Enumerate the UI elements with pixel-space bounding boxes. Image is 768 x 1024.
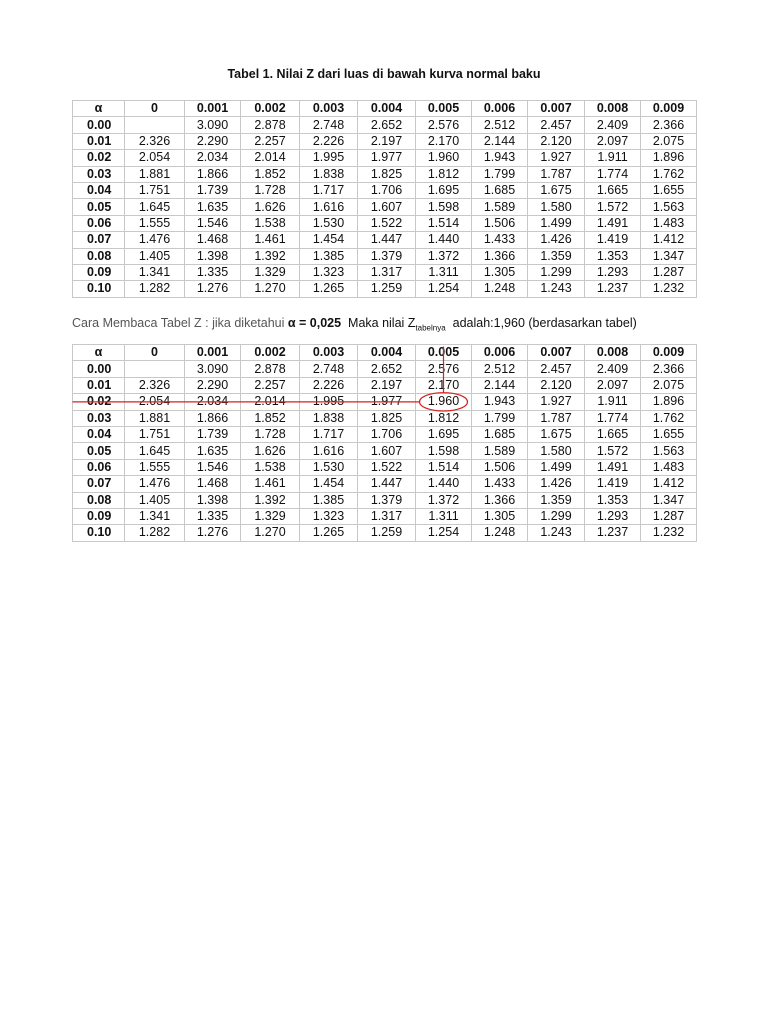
z-value-cell: 1.717 xyxy=(300,426,358,442)
z-value-cell: 1.476 xyxy=(125,232,185,248)
row-label: 0.02 xyxy=(73,394,125,410)
z-value-cell: 1.774 xyxy=(585,410,641,426)
z-value-cell: 1.243 xyxy=(528,525,585,541)
z-value-cell: 1.852 xyxy=(241,166,300,182)
z-value-cell: 1.546 xyxy=(185,459,241,475)
z-value-cell: 2.075 xyxy=(641,377,697,393)
z-value-cell: 1.572 xyxy=(585,443,641,459)
header-col: 0 xyxy=(125,345,185,361)
reading-instruction xyxy=(72,316,762,333)
table-row xyxy=(73,281,697,297)
z-value-cell: 1.739 xyxy=(185,182,241,198)
z-value-cell: 1.405 xyxy=(125,248,185,264)
table-row xyxy=(73,248,697,264)
z-value-cell: 1.635 xyxy=(185,199,241,215)
z-value-cell: 1.317 xyxy=(358,508,416,524)
z-value-cell: 1.353 xyxy=(585,248,641,264)
z-value-cell: 1.762 xyxy=(641,410,697,426)
z-value-cell: 2.512 xyxy=(472,117,528,133)
z-value-cell: 1.960 xyxy=(416,150,472,166)
z-value-cell: 2.326 xyxy=(125,133,185,149)
z-value-cell: 1.675 xyxy=(528,182,585,198)
z-value-cell: 1.372 xyxy=(416,248,472,264)
z-value-cell: 1.392 xyxy=(241,492,300,508)
row-label: 0.02 xyxy=(73,150,125,166)
z-value-cell: 1.270 xyxy=(241,525,300,541)
z-value-cell: 1.825 xyxy=(358,166,416,182)
z-value-cell: 2.457 xyxy=(528,361,585,377)
header-col: 0.003 xyxy=(300,345,358,361)
row-label: 0.10 xyxy=(73,525,125,541)
note-result: adalah:1,960 (berdasarkan tabel) xyxy=(452,316,637,330)
table-row xyxy=(73,264,697,280)
row-label: 0.04 xyxy=(73,182,125,198)
z-value-cell xyxy=(125,361,185,377)
z-value-cell: 2.034 xyxy=(185,394,241,410)
z-value-cell: 1.282 xyxy=(125,281,185,297)
z-value-cell: 2.457 xyxy=(528,117,585,133)
z-value-cell: 1.739 xyxy=(185,426,241,442)
z-value-cell: 1.440 xyxy=(416,476,472,492)
z-value-cell: 1.499 xyxy=(528,215,585,231)
z-value-cell: 1.572 xyxy=(585,199,641,215)
z-value-cell: 1.305 xyxy=(472,508,528,524)
z-value-cell: 1.838 xyxy=(300,410,358,426)
z-value-cell: 1.499 xyxy=(528,459,585,475)
z-value-cell: 1.589 xyxy=(472,443,528,459)
z-value-cell: 2.197 xyxy=(358,133,416,149)
z-value-cell: 1.728 xyxy=(241,182,300,198)
row-label: 0.08 xyxy=(73,248,125,264)
z-value-cell: 2.290 xyxy=(185,377,241,393)
z-value-cell: 1.299 xyxy=(528,508,585,524)
header-col: 0.007 xyxy=(528,101,585,117)
z-table-1 xyxy=(72,100,697,298)
z-value-cell: 1.598 xyxy=(416,443,472,459)
z-value-cell: 1.476 xyxy=(125,476,185,492)
z-value-cell: 1.762 xyxy=(641,166,697,182)
z-value-cell: 1.276 xyxy=(185,281,241,297)
z-value-cell: 1.329 xyxy=(241,508,300,524)
z-value-cell: 1.616 xyxy=(300,199,358,215)
z-value-cell: 1.419 xyxy=(585,476,641,492)
z-value-cell: 3.090 xyxy=(185,361,241,377)
z-value-cell: 1.287 xyxy=(641,264,697,280)
z-value-cell: 1.293 xyxy=(585,508,641,524)
z-value-cell: 1.317 xyxy=(358,264,416,280)
z-value-cell: 1.927 xyxy=(528,150,585,166)
z-value-cell: 2.878 xyxy=(241,117,300,133)
row-label: 0.05 xyxy=(73,199,125,215)
header-col: 0.002 xyxy=(241,101,300,117)
header-col: 0.009 xyxy=(641,345,697,361)
z-value-cell: 1.335 xyxy=(185,508,241,524)
row-label: 0.01 xyxy=(73,377,125,393)
z-value-cell: 1.626 xyxy=(241,443,300,459)
header-col: 0.005 xyxy=(416,345,472,361)
note-alpha: α = 0,025 xyxy=(287,316,342,330)
z-value-cell: 1.911 xyxy=(585,150,641,166)
header-col: 0.002 xyxy=(241,345,300,361)
z-value-cell: 2.144 xyxy=(472,133,528,149)
z-value-cell: 1.259 xyxy=(358,281,416,297)
z-value-cell: 2.326 xyxy=(125,377,185,393)
row-label: 0.00 xyxy=(73,117,125,133)
z-value-cell: 2.366 xyxy=(641,117,697,133)
z-value-cell: 1.341 xyxy=(125,264,185,280)
z-value-cell: 1.323 xyxy=(300,508,358,524)
z-value-cell: 2.409 xyxy=(585,361,641,377)
z-value-cell: 1.995 xyxy=(300,394,358,410)
z-value-cell: 1.514 xyxy=(416,215,472,231)
z-value-cell: 1.838 xyxy=(300,166,358,182)
z-value-cell: 2.197 xyxy=(358,377,416,393)
z-value-cell: 1.265 xyxy=(300,281,358,297)
table-row xyxy=(73,166,697,182)
z-value-cell: 1.385 xyxy=(300,492,358,508)
z-value-cell: 1.695 xyxy=(416,426,472,442)
z-value-cell: 1.943 xyxy=(472,150,528,166)
table-row xyxy=(73,492,697,508)
table-row xyxy=(73,426,697,442)
row-label: 0.05 xyxy=(73,443,125,459)
z-value-cell: 2.409 xyxy=(585,117,641,133)
table-row xyxy=(73,232,697,248)
z-value-cell: 1.546 xyxy=(185,215,241,231)
header-row xyxy=(73,101,697,117)
z-value-cell: 2.144 xyxy=(472,377,528,393)
z-value-cell: 2.748 xyxy=(300,117,358,133)
z-value-cell: 2.652 xyxy=(358,117,416,133)
z-value-cell: 1.787 xyxy=(528,410,585,426)
header-col: 0.004 xyxy=(358,101,416,117)
z-value-cell: 1.454 xyxy=(300,232,358,248)
z-value-cell: 1.580 xyxy=(528,199,585,215)
header-col: 0.009 xyxy=(641,101,697,117)
header-col: 0.008 xyxy=(585,101,641,117)
z-value-cell: 1.655 xyxy=(641,426,697,442)
z-value-cell: 1.635 xyxy=(185,443,241,459)
z-value-cell: 1.270 xyxy=(241,281,300,297)
z-value-cell: 1.311 xyxy=(416,508,472,524)
z-value-cell: 1.405 xyxy=(125,492,185,508)
z-value-cell: 1.276 xyxy=(185,525,241,541)
z-value-cell: 1.665 xyxy=(585,426,641,442)
z-value-cell: 2.576 xyxy=(416,117,472,133)
table-row xyxy=(73,361,697,377)
z-value-cell: 1.522 xyxy=(358,215,416,231)
z-value-cell: 1.563 xyxy=(641,199,697,215)
z-value-cell: 1.960 xyxy=(416,394,472,410)
z-value-cell: 2.054 xyxy=(125,394,185,410)
z-value-cell: 2.512 xyxy=(472,361,528,377)
z-value-cell: 1.995 xyxy=(300,150,358,166)
z-value-cell: 1.243 xyxy=(528,281,585,297)
table-row xyxy=(73,476,697,492)
z-value-cell: 1.911 xyxy=(585,394,641,410)
z-value-cell: 1.248 xyxy=(472,281,528,297)
z-value-cell: 1.881 xyxy=(125,166,185,182)
header-col: 0.004 xyxy=(358,345,416,361)
z-value-cell: 1.616 xyxy=(300,443,358,459)
z-value-cell: 1.607 xyxy=(358,199,416,215)
z-table-2 xyxy=(72,344,697,542)
z-value-cell: 1.385 xyxy=(300,248,358,264)
z-value-cell: 1.530 xyxy=(300,459,358,475)
row-label: 0.06 xyxy=(73,459,125,475)
z-value-cell: 1.896 xyxy=(641,150,697,166)
z-value-cell: 1.799 xyxy=(472,410,528,426)
z-value-cell: 1.392 xyxy=(241,248,300,264)
table-row xyxy=(73,443,697,459)
z-value-cell: 1.282 xyxy=(125,525,185,541)
z-value-cell: 1.717 xyxy=(300,182,358,198)
z-value-cell: 1.359 xyxy=(528,248,585,264)
z-value-cell: 2.226 xyxy=(300,377,358,393)
z-value-cell: 1.538 xyxy=(241,215,300,231)
z-value-cell: 1.491 xyxy=(585,459,641,475)
row-label: 0.01 xyxy=(73,133,125,149)
z-value-cell: 2.748 xyxy=(300,361,358,377)
z-value-cell: 2.257 xyxy=(241,377,300,393)
table-row xyxy=(73,508,697,524)
z-value-cell: 1.580 xyxy=(528,443,585,459)
z-value-cell: 1.398 xyxy=(185,248,241,264)
z-value-cell: 1.927 xyxy=(528,394,585,410)
row-label: 0.00 xyxy=(73,361,125,377)
table-row xyxy=(73,377,697,393)
z-value-cell: 1.372 xyxy=(416,492,472,508)
row-label: 0.07 xyxy=(73,476,125,492)
header-col: 0.003 xyxy=(300,101,358,117)
z-value-cell: 1.555 xyxy=(125,215,185,231)
z-value-cell: 1.977 xyxy=(358,394,416,410)
table-row xyxy=(73,525,697,541)
z-value-cell: 1.454 xyxy=(300,476,358,492)
row-label: 0.03 xyxy=(73,166,125,182)
z-value-cell: 2.120 xyxy=(528,133,585,149)
z-value-cell: 1.825 xyxy=(358,410,416,426)
table-row xyxy=(73,215,697,231)
z-value-cell: 1.799 xyxy=(472,166,528,182)
z-value-cell: 1.538 xyxy=(241,459,300,475)
header-alpha: α xyxy=(73,101,125,117)
z-value-cell: 1.522 xyxy=(358,459,416,475)
z-value-cell: 2.075 xyxy=(641,133,697,149)
row-label: 0.09 xyxy=(73,264,125,280)
z-value-cell: 1.335 xyxy=(185,264,241,280)
z-value-cell: 2.014 xyxy=(241,150,300,166)
z-value-cell: 1.232 xyxy=(641,281,697,297)
z-value-cell: 1.379 xyxy=(358,492,416,508)
note-subscript: tabelnya xyxy=(415,323,446,333)
z-value-cell: 1.665 xyxy=(585,182,641,198)
z-value-cell: 1.896 xyxy=(641,394,697,410)
z-value-cell: 2.120 xyxy=(528,377,585,393)
z-value-cell: 2.366 xyxy=(641,361,697,377)
row-label: 0.07 xyxy=(73,232,125,248)
z-value-cell: 1.468 xyxy=(185,476,241,492)
z-value-cell: 1.248 xyxy=(472,525,528,541)
z-value-cell: 1.433 xyxy=(472,232,528,248)
note-maka: Maka nilai Z xyxy=(348,316,416,330)
z-value-cell: 2.097 xyxy=(585,133,641,149)
z-value-cell: 1.254 xyxy=(416,525,472,541)
z-value-cell: 1.232 xyxy=(641,525,697,541)
table-row xyxy=(73,133,697,149)
z-value-cell: 1.563 xyxy=(641,443,697,459)
z-value-cell: 1.398 xyxy=(185,492,241,508)
z-value-cell: 1.293 xyxy=(585,264,641,280)
z-value-cell: 1.353 xyxy=(585,492,641,508)
z-value-cell: 1.685 xyxy=(472,426,528,442)
z-value-cell: 1.237 xyxy=(585,281,641,297)
z-value-cell: 1.626 xyxy=(241,199,300,215)
z-value-cell: 1.265 xyxy=(300,525,358,541)
header-row xyxy=(73,345,697,361)
z-value-cell: 2.170 xyxy=(416,377,472,393)
header-col: 0.006 xyxy=(472,101,528,117)
z-value-cell: 1.254 xyxy=(416,281,472,297)
z-value-cell: 1.447 xyxy=(358,232,416,248)
z-value-cell: 1.433 xyxy=(472,476,528,492)
table-row xyxy=(73,117,697,133)
z-value-cell: 1.287 xyxy=(641,508,697,524)
row-label: 0.03 xyxy=(73,410,125,426)
z-value-cell: 1.812 xyxy=(416,166,472,182)
header-col: 0.008 xyxy=(585,345,641,361)
table-row xyxy=(73,182,697,198)
z-value-cell: 2.257 xyxy=(241,133,300,149)
z-value-cell: 1.655 xyxy=(641,182,697,198)
z-value-cell: 1.412 xyxy=(641,476,697,492)
table-row xyxy=(73,394,697,410)
z-value-cell: 1.598 xyxy=(416,199,472,215)
z-value-cell xyxy=(125,117,185,133)
z-value-cell: 1.774 xyxy=(585,166,641,182)
z-value-cell: 2.097 xyxy=(585,377,641,393)
z-value-cell: 1.347 xyxy=(641,248,697,264)
z-value-cell: 1.323 xyxy=(300,264,358,280)
z-value-cell: 1.366 xyxy=(472,248,528,264)
row-label: 0.04 xyxy=(73,426,125,442)
z-value-cell: 1.977 xyxy=(358,150,416,166)
z-value-cell: 1.237 xyxy=(585,525,641,541)
z-value-cell: 1.305 xyxy=(472,264,528,280)
z-value-cell: 1.881 xyxy=(125,410,185,426)
z-value-cell: 1.461 xyxy=(241,232,300,248)
z-value-cell: 1.675 xyxy=(528,426,585,442)
z-value-cell: 1.461 xyxy=(241,476,300,492)
z-value-cell: 1.447 xyxy=(358,476,416,492)
z-value-cell: 1.366 xyxy=(472,492,528,508)
z-value-cell: 2.878 xyxy=(241,361,300,377)
header-col: 0.001 xyxy=(185,345,241,361)
z-value-cell: 1.555 xyxy=(125,459,185,475)
z-value-cell: 1.751 xyxy=(125,182,185,198)
z-value-cell: 1.866 xyxy=(185,166,241,182)
z-value-cell: 1.426 xyxy=(528,476,585,492)
z-value-cell: 1.379 xyxy=(358,248,416,264)
z-value-cell: 1.506 xyxy=(472,215,528,231)
z-value-cell: 1.812 xyxy=(416,410,472,426)
z-value-cell: 1.695 xyxy=(416,182,472,198)
z-value-cell: 1.685 xyxy=(472,182,528,198)
note-lead: Cara Membaca Tabel Z : jika diketahui xyxy=(72,316,285,330)
z-value-cell: 2.170 xyxy=(416,133,472,149)
z-value-cell: 2.290 xyxy=(185,133,241,149)
z-value-cell: 2.034 xyxy=(185,150,241,166)
z-value-cell: 1.645 xyxy=(125,199,185,215)
z-value-cell: 1.347 xyxy=(641,492,697,508)
z-value-cell: 1.329 xyxy=(241,264,300,280)
z-value-cell: 1.341 xyxy=(125,508,185,524)
z-value-cell: 2.014 xyxy=(241,394,300,410)
z-value-cell: 1.706 xyxy=(358,426,416,442)
z-value-cell: 1.483 xyxy=(641,215,697,231)
z-value-cell: 1.514 xyxy=(416,459,472,475)
z-value-cell: 1.412 xyxy=(641,232,697,248)
z-value-cell: 1.866 xyxy=(185,410,241,426)
z-value-cell: 2.226 xyxy=(300,133,358,149)
row-label: 0.09 xyxy=(73,508,125,524)
header-col: 0 xyxy=(125,101,185,117)
z-value-cell: 1.852 xyxy=(241,410,300,426)
header-col: 0.001 xyxy=(185,101,241,117)
z-value-cell: 1.728 xyxy=(241,426,300,442)
row-label: 0.08 xyxy=(73,492,125,508)
z-value-cell: 1.259 xyxy=(358,525,416,541)
z-value-cell: 1.943 xyxy=(472,394,528,410)
table-title: Tabel 1. Nilai Z dari luas di bawah kurva normal baku xyxy=(227,67,541,81)
table-row xyxy=(73,199,697,215)
z-value-cell: 1.787 xyxy=(528,166,585,182)
z-value-cell: 2.576 xyxy=(416,361,472,377)
header-col: 0.005 xyxy=(416,101,472,117)
header-alpha: α xyxy=(73,345,125,361)
z-value-cell: 1.506 xyxy=(472,459,528,475)
z-value-cell: 1.530 xyxy=(300,215,358,231)
header-col: 0.007 xyxy=(528,345,585,361)
z-value-cell: 1.483 xyxy=(641,459,697,475)
table-row xyxy=(73,410,697,426)
z-value-cell: 1.491 xyxy=(585,215,641,231)
z-value-cell: 1.468 xyxy=(185,232,241,248)
z-value-cell: 1.426 xyxy=(528,232,585,248)
row-label: 0.10 xyxy=(73,281,125,297)
table-row xyxy=(73,150,697,166)
z-value-cell: 2.652 xyxy=(358,361,416,377)
z-value-cell: 1.645 xyxy=(125,443,185,459)
z-value-cell: 1.751 xyxy=(125,426,185,442)
row-label: 0.06 xyxy=(73,215,125,231)
z-value-cell: 1.299 xyxy=(528,264,585,280)
z-value-cell: 1.607 xyxy=(358,443,416,459)
z-value-cell: 1.359 xyxy=(528,492,585,508)
z-value-cell: 1.440 xyxy=(416,232,472,248)
table-row xyxy=(73,459,697,475)
z-value-cell: 1.311 xyxy=(416,264,472,280)
header-col: 0.006 xyxy=(472,345,528,361)
z-value-cell: 1.589 xyxy=(472,199,528,215)
z-value-cell: 2.054 xyxy=(125,150,185,166)
z-value-cell: 3.090 xyxy=(185,117,241,133)
z-value-cell: 1.419 xyxy=(585,232,641,248)
z-value-cell: 1.706 xyxy=(358,182,416,198)
